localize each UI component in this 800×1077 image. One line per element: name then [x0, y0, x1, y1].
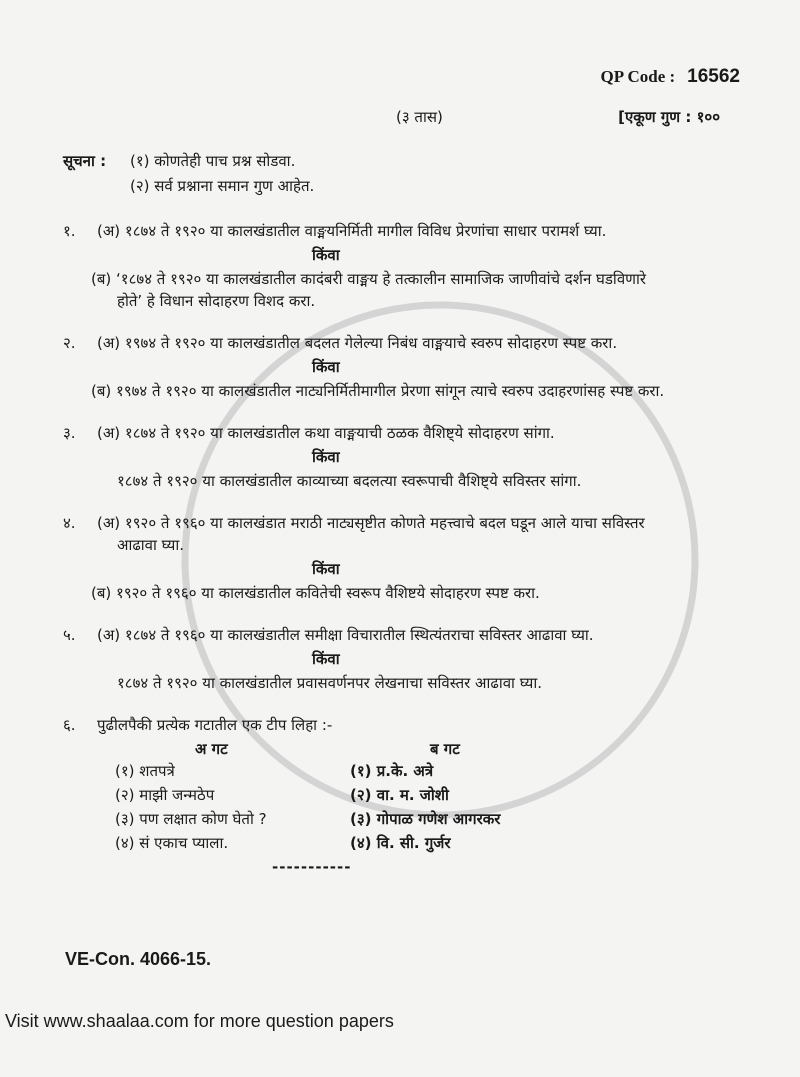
group-b-title: ब गट [430, 740, 460, 758]
note-groups [97, 738, 760, 856]
end-rule: ----------- [272, 858, 352, 876]
question-6 [63, 714, 760, 878]
instructions-label: सूचना : [63, 152, 107, 170]
question-4a: (अ) १९२० ते १९६० या कालखंडात मराठी नाट्यसृष्टीत कोणते महत्त्वाचे बदल घडून आले याचा सविस्तर [97, 514, 645, 532]
group-b-item: (३) गोपाळ गणेश आगरकर [350, 810, 501, 828]
group-a-item: (३) पण लक्षात कोण घेतो ? [115, 810, 267, 828]
question-1a: (अ) १८७४ ते १९२० या कालखंडातील वाङ्मयनिर्मिती मागील विविध प्रेरणांचा साधार परामर्श घ्या. [97, 222, 607, 240]
question-2a: (अ) १९७४ ते १९२० या कालखंडातील बदलत गेलेल्या निबंध वाङ्मयाचे स्वरुप सोदाहरण स्पष्ट करा. [97, 334, 618, 352]
question-4 [63, 512, 760, 604]
instructions [63, 150, 760, 200]
question-5b: १८७४ ते १९२० या कालखंडातील प्रवासवर्णनपर लेखनाचा सविस्तर आढावा घ्या. [117, 674, 543, 692]
or-label: किंवा [312, 560, 340, 578]
question-2 [63, 332, 760, 402]
question-number: ३. [63, 424, 76, 442]
question-1b: (ब) ‘१८७४ ते १९२० या कालखंडातील कादंबरी वाङ्मय हे तत्कालीन सामाजिक जाणीवांचे दर्शन घडविणारे [91, 270, 647, 288]
group-a-title: अ गट [195, 740, 228, 758]
footer-visit-link[interactable]: Visit www.shaalaa.com for more question papers [5, 1011, 394, 1031]
or-label: किंवा [312, 650, 340, 668]
group-b-item: (४) वि. सी. गुर्जर [350, 834, 451, 852]
group-a-item: (१) शतपत्रे [115, 762, 175, 780]
question-2b: (ब) १९७४ ते १९२० या कालखंडातील नाट्यनिर्मितीमागील प्रेरणा सांगून त्याचे स्वरुप उदाहरणांसह स्पष्ट करा. [91, 382, 665, 400]
group-a [97, 738, 350, 856]
group-b-item: (२) वा. म. जोशी [350, 786, 449, 804]
total-marks: [एकूण गुण : १०० [618, 108, 720, 126]
question-1b-cont: होते’ हे विधान सोदाहरण विशद करा. [117, 292, 316, 310]
paper-code: VE-Con. 4066-15. [65, 949, 212, 969]
or-label: किंवा [312, 246, 340, 264]
exam-meta-row [63, 106, 760, 128]
group-a-item: (४) सं एकाच प्याला. [115, 834, 229, 852]
question-number: १. [63, 222, 76, 240]
question-3 [63, 422, 760, 492]
qp-code-row [63, 66, 760, 88]
or-label: किंवा [312, 358, 340, 376]
question-4a-cont: आढावा घ्या. [117, 536, 184, 554]
question-number: ५. [63, 626, 76, 644]
question-1 [63, 220, 760, 312]
question-5a: (अ) १८७४ ते १९६० या कालखंडातील समीक्षा विचारातील स्थित्यंतराचा सविस्तर आढावा घ्या. [97, 626, 594, 644]
qp-code: 16562 [687, 66, 740, 87]
group-b-item: (१) प्र.के. अत्रे [350, 762, 434, 780]
question-4b: (ब) १९२० ते १९६० या कालखंडातील कवितेची स्वरूप वैशिष्टये सोदाहरण स्पष्ट करा. [91, 584, 540, 602]
question-number: ६. [63, 716, 76, 734]
instruction-item: (२) सर्व प्रश्नाना समान गुण आहेत. [130, 177, 315, 195]
question-3b: १८७४ ते १९२० या कालखंडातील काव्याच्या बदलत्या स्वरूपाची वैशिष्ट्ये सविस्तर सांगा. [117, 472, 582, 490]
duration: (३ तास) [396, 108, 443, 126]
question-3a: (अ) १८७४ ते १९२० या कालखंडातील कथा वाङ्मयाची ठळक वैशिष्ट्ये सोदाहरण सांगा. [97, 424, 555, 442]
qp-code-label: QP Code : [600, 67, 676, 86]
question-number: ४. [63, 514, 76, 532]
question-5 [63, 624, 760, 694]
or-label: किंवा [312, 448, 340, 466]
group-a-item: (२) माझी जन्मठेप [115, 786, 215, 804]
question-6-text: पुढीलपैकी प्रत्येक गटातील एक टीप लिहा :- [97, 716, 333, 734]
instruction-item: (१) कोणतेही पाच प्रश्न सोडवा. [130, 152, 296, 170]
question-number: २. [63, 334, 76, 352]
group-b [350, 738, 760, 856]
